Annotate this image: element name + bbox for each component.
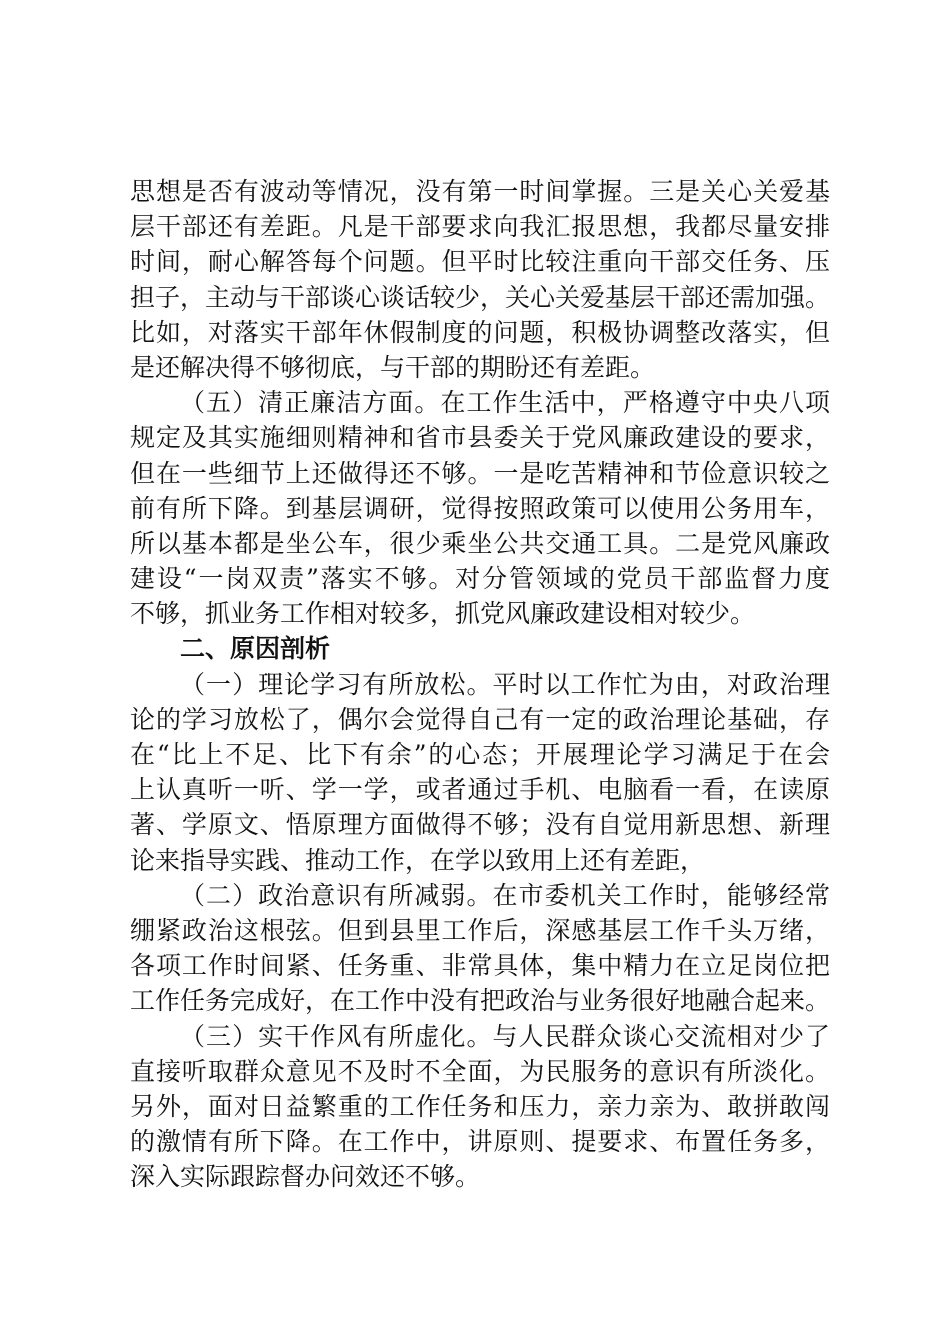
text-line: 但在一些细节上还做得还不够。一是吃苦精神和节俭意识较之 [130, 458, 830, 488]
text-line: 深入实际跟踪督办问效还不够。 [130, 1162, 481, 1192]
text-line: 工作任务完成好，在工作中没有把政治与业务很好地融合起来。 [130, 986, 831, 1016]
text-line: 所以基本都是坐公车，很少乘坐公共交通工具。二是党风廉政 [130, 528, 830, 558]
text-line: 各项工作时间紧、任务重、非常具体，集中精力在立足岗位把 [130, 951, 830, 981]
text-line: 论来指导实践、推动工作，在学以致用上还有差距， [130, 845, 706, 875]
text-line: 直接听取群众意见不及时不全面，为民服务的意识有所淡化。 [130, 1056, 830, 1086]
text-line: 时间，耐心解答每个问题。但平时比较注重向干部交任务、压 [130, 247, 830, 277]
text-line: 规定及其实施细则精神和省市县委关于党风廉政建设的要求， [130, 423, 830, 453]
text-line: 上认真听一听、学一学，或者通过手机、电脑看一看，在读原 [130, 775, 830, 805]
text-line: 层干部还有差距。凡是干部要求向我汇报思想，我都尽量安排 [130, 212, 830, 242]
text-line: 前有所下降。到基层调研，觉得按照政策可以使用公务用车， [130, 493, 830, 523]
text-line: （一）理论学习有所放松。平时以工作忙为由，对政治理 [180, 669, 830, 699]
document-body [130, 174, 830, 1194]
text-line: 在“比上不足、比下有余”的心态；开展理论学习满足于在会 [130, 740, 830, 769]
text-line: （三）实干作风有所虚化。与人民群众谈心交流相对少了 [180, 1021, 830, 1051]
text-line: （五）清正廉洁方面。在工作生活中，严格遵守中央八项 [180, 388, 830, 418]
text-line: 不够，抓业务工作相对较多，抓党风廉政建设相对较少。 [130, 599, 756, 629]
text-line: （二）政治意识有所减弱。在市委机关工作时，能够经常 [180, 880, 830, 910]
text-line: 担子，主动与干部谈心谈话较少，关心关爱基层干部还需加强。 [130, 282, 831, 312]
text-line: 是还解决得不够彻底，与干部的期盼还有差距。 [130, 352, 656, 382]
text-line: 论的学习放松了，偶尔会觉得自己有一定的政治理论基础，存 [130, 704, 830, 734]
text-line: 另外，面对日益繁重的工作任务和压力，亲力亲为、敢拼敢闯 [130, 1091, 830, 1121]
text-line: 的激情有所下降。在工作中，讲原则、提要求、布置任务多， [130, 1127, 830, 1157]
text-line: 建设“一岗双责”落实不够。对分管领域的党员干部监督力度 [130, 564, 830, 594]
section-heading: 二、原因剖析 [180, 634, 331, 664]
text-line: 著、学原文、悟原理方面做得不够；没有自觉用新思想、新理 [130, 810, 830, 840]
text-line: 比如，对落实干部年休假制度的问题，积极协调整改落实，但 [130, 317, 830, 347]
text-line: 思想是否有波动等情况，没有第一时间掌握。三是关心关爱基 [130, 177, 830, 206]
text-line: 绷紧政治这根弦。但到县里工作后，深感基层工作千头万绪， [130, 915, 830, 945]
